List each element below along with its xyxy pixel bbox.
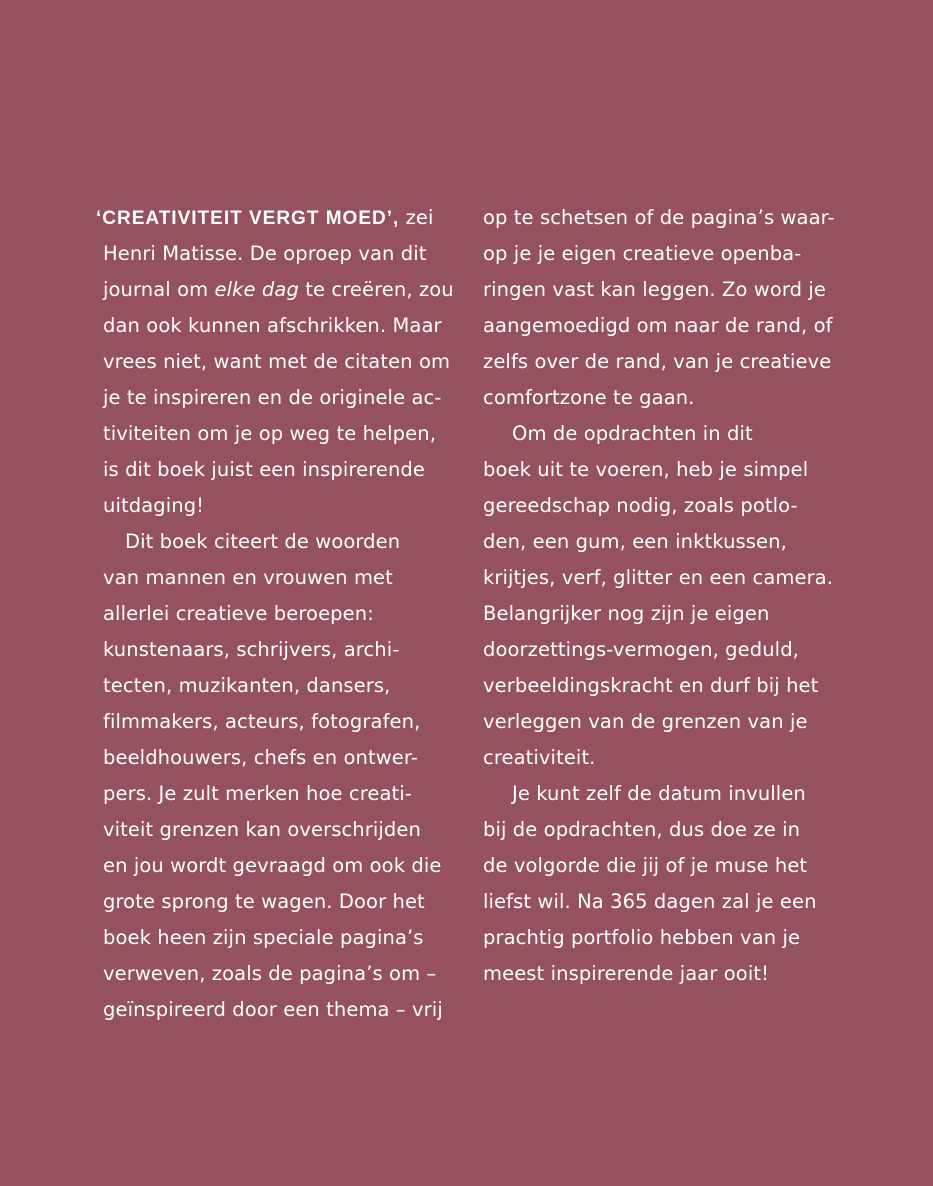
- text-line: is dit boek juist een inspirerende: [103, 458, 425, 481]
- text-line: den, een gum, een inktkussen,: [483, 530, 787, 553]
- text-line: krijtjes, verf, glitter en een camera.: [483, 566, 834, 589]
- text-line: vrees niet, want met de citaten om: [103, 350, 451, 373]
- text-line: grote sprong te wagen. Door het: [103, 890, 425, 913]
- text-line: ringen vast kan leggen. Zo word je: [483, 278, 827, 301]
- text-line: beeldhouwers, chefs en ontwer-: [103, 746, 418, 769]
- text-line: tecten, muzikanten, dansers,: [103, 674, 391, 697]
- text-line: kunstenaars, schrijvers, archi-: [103, 638, 400, 661]
- text-line: uitdaging!: [103, 494, 205, 517]
- text-line: boek uit te voeren, heb je simpel: [483, 458, 809, 481]
- text-line: tiviteiten om je op weg te helpen,: [103, 422, 436, 445]
- text-line: [96, 272, 476, 308]
- text-line: geïnspireerd door een thema – vrij: [103, 998, 443, 1021]
- text-line: doorzettings-vermogen, geduld,: [483, 638, 799, 661]
- text-line: comfortzone te gaan.: [483, 386, 695, 409]
- text-column-left: [96, 200, 476, 1028]
- text-line: Dit boek citeert de woorden: [125, 530, 401, 553]
- text-line: [96, 200, 476, 236]
- lead-quote: ‘CREATIVITEIT VERGT MOED’,: [96, 208, 400, 229]
- text-line: allerlei creatieve beroepen:: [103, 602, 374, 625]
- text-fragment: zei: [399, 206, 434, 229]
- text-line: Om de opdrachten in dit: [512, 422, 753, 445]
- text-line: van mannen en vrouwen met: [103, 566, 393, 589]
- text-line: en jou wordt gevraagd om ook die: [103, 854, 442, 877]
- text-line: de volgorde die jij of je muse het: [483, 854, 808, 877]
- text-line: liefst wil. Na 365 dagen zal je een: [483, 890, 817, 913]
- text-line: filmmakers, acteurs, fotografen,: [103, 710, 421, 733]
- text-line: op je je eigen creatieve openba-: [483, 242, 802, 265]
- text-line: verbeeldingskracht en durf bij het: [483, 674, 819, 697]
- text-line: zelfs over de rand, van je creatieve: [483, 350, 832, 373]
- text-line: verweven, zoals de pagina’s om –: [103, 962, 437, 985]
- text-line: gereedschap nodig, zoals potlo-: [483, 494, 798, 517]
- text-line: creativiteit.: [483, 746, 596, 769]
- text-line: Je kunt zelf de datum invullen: [512, 782, 806, 805]
- text-column-right: [483, 200, 863, 992]
- text-line: Belangrijker nog zijn je eigen: [483, 602, 770, 625]
- text-line: verleggen van de grenzen van je: [483, 710, 808, 733]
- text-line: bij de opdrachten, dus doe ze in: [483, 818, 801, 841]
- text-line: pers. Je zult merken hoe creati-: [103, 782, 412, 805]
- text-line: je te inspireren en de originele ac-: [103, 386, 442, 409]
- text-line: dan ook kunnen afschrikken. Maar: [103, 314, 442, 337]
- text-line: op te schetsen of de pagina’s waar-: [483, 206, 835, 229]
- text-line: boek heen zijn speciale pagina’s: [103, 926, 424, 949]
- emphasis-text: elke dag: [214, 278, 299, 301]
- text-line: prachtig portfolio hebben van je: [483, 926, 801, 949]
- text-line: meest inspirerende jaar ooit!: [483, 962, 770, 985]
- text-line: viteit grenzen kan overschrijden: [103, 818, 421, 841]
- text-fragment: te creëren, zou: [298, 278, 454, 301]
- text-fragment: journal om: [103, 278, 215, 301]
- text-line: Henri Matisse. De oproep van dit: [103, 242, 427, 265]
- text-line: aangemoedigd om naar de rand, of: [483, 314, 833, 337]
